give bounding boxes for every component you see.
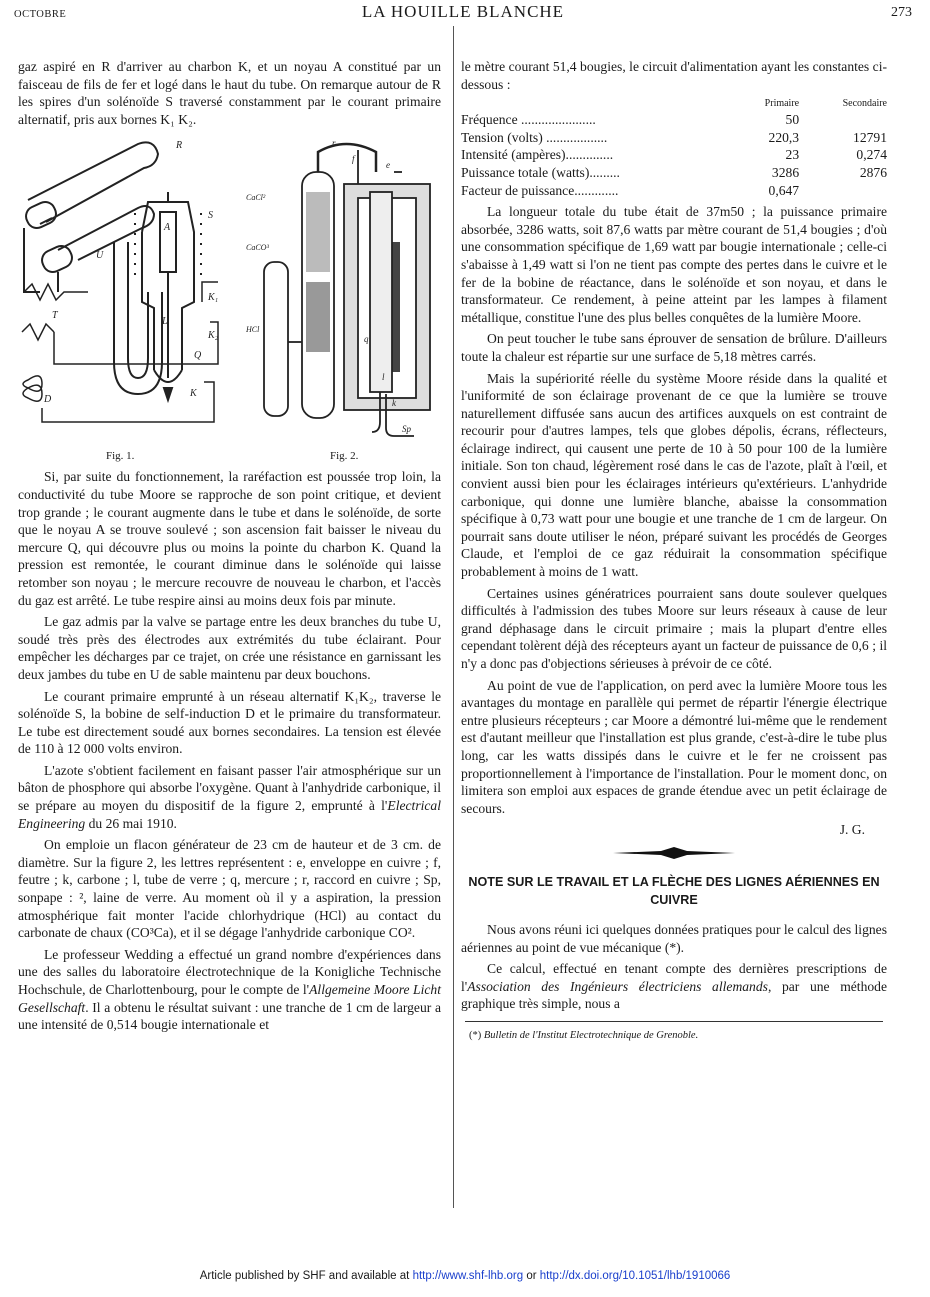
paragraph: Nous avons réuni ici quelques données pratiques pour le calcul des lignes aériennes au point de vue mécanique (*). [461,921,887,955]
association-name: Association des Ingénieurs électriciens allemands [467,978,768,994]
row-primary: 0,647 [768,182,800,198]
circuit-constants-table [461,97,887,199]
ornament-rule-icon [609,843,739,863]
paragraph [461,960,887,1013]
paragraph: On emploie un flacon générateur de 23 cm de hauteur et de 3 cm. de diamètre. Sur la figure 2, les lettres représentent : e, enveloppe en cuivre ; f, feutre ; k, carbone ; l, tube de verre ; q, mercure ; r, raccord en cuivre ; Sp, sonpape : ², laine de verre. Au moment où il y a aspiration, la pression atmosphérique fait monter l'acide chlorhydrique (HCl) au contact du carbonate de chaux (CO³Ca), et il se dégage l'anhydride carbonique CO². [18,837,441,941]
fig1-label-A: A [164,222,171,234]
figure-1-caption: Fig. 1. [106,450,135,463]
figure-1-diagram [18,132,230,444]
row-secondary [799,111,887,129]
fig2-label-f: f [352,154,355,165]
fig2-label-r: r [332,138,336,149]
page-number: 273 [891,5,912,20]
fig1-label-K: K [190,388,197,400]
fig1-label-K1: K₁ [208,292,219,304]
row-primary: 220,3 [768,129,800,145]
shf-link[interactable]: http://www.shf-lhb.org [412,1270,524,1282]
row-label: Fréquence ...................... [461,112,596,128]
table-row [461,146,887,164]
table-header-label [461,97,731,111]
fig1-label-L: L [162,316,168,328]
fig1-label-S: S [208,210,213,222]
journal-name: Electrical Engineering [18,798,441,831]
text-run: Ce calcul, effectué en tenant compte des dernières prescriptions de l' [461,961,887,994]
text-run: . Il a obtenu le résultat suivant : une tranche de 1 cm de largeur a une intensité de 0,514 bougie internationale et [18,999,441,1033]
table-row [461,129,887,147]
text-run: , par une méthode graphique très simple, nous a [461,978,888,1012]
paragraph [18,762,441,832]
row-secondary: 2876 [859,164,887,180]
paragraph: La longueur totale du tube était de 37m50 ; la puissance primaire absorbée, 3286 watts, soit 87,6 watts par mètre courant de 51,4 bougies ; d'où une consommation spécifique de 1,69 watt par bougie internationale ; celle-ci s'abaisse à 1,49 watt si l'on ne tient pas compte des pertes dans le cuivre et le fer de la bobine de réactance, dans le solénoïde et son noyau, et dans le transformateur. Ce rendement, à peine atteint par les lampes à filament métallique, constitue l'une des plus belles conquêtes de la lumière Moore. [461,204,887,325]
row-label: Facteur de puissance............. [461,182,619,198]
fig1-label-Q: Q [194,350,202,362]
header-month: OCTOBRE [14,9,67,20]
table-header-primary: Primaire [764,98,800,110]
column-divider [453,26,454,1208]
table-header-secondary: Secondaire [842,98,887,110]
right-column [461,58,887,1045]
row-secondary: 0,274 [856,147,887,163]
table-row [461,182,887,200]
row-label: Tension (volts) .................. [461,129,608,145]
row-secondary: 12791 [853,129,887,145]
fig1-label-U: U [96,250,104,262]
figure-2-diagram [246,132,441,444]
paragraph: Si, par suite du fonctionnement, la raréfaction est poussée trop loin, la conductivité du tube Moore se rapproche de son point critique, et devient trop grande ; le courant augmente dans le tube et dans le solénoïde, de sorte que le noyau A se trouve soulevé ; son ascension fait baisser le niveau du mercure Q, qui découvre plus ou moins la pointe du charbon K. Quand la pression est remontée, le courant diminue dans le solénoïde qui laisse retomber son noyau ; le mercure recouvre de nouveau le charbon, et l'accès du gaz est arrêté. Le tube respire ainsi au moins deux fois par minute. [18,469,441,608]
company-name: Allgemeine Moore Licht Gesellschaft [18,982,441,1015]
page-footer [0,1270,930,1282]
footnote-text: Bulletin de l'Institut Electrotechnique de Grenoble. [483,1029,699,1041]
footnote [461,1027,887,1045]
fig2-label-k: k [392,398,396,409]
section-title: NOTE SUR LE TRAVAIL ET LA FLÈCHE DES LIGNES AÉRIENNES EN CUIVRE [468,874,880,907]
table-header-row [461,97,887,111]
fig1-label-K2: K₂ [208,330,219,342]
fig2-label-l: l [382,372,385,383]
row-label: Puissance totale (watts)......... [461,164,620,180]
paragraph [18,946,441,1034]
doi-link[interactable]: http://dx.doi.org/10.1051/lhb/1910066 [539,1270,731,1282]
footnote-mark: (*) [469,1029,482,1041]
fig1-label-T: T [52,310,58,322]
paragraph: le mètre courant 51,4 bougies, le circuit d'alimentation ayant les constantes ci-dessous : [461,59,887,92]
footnote-divider [465,1021,883,1022]
section-ornament [461,843,887,865]
row-label: Intensité (ampères).............. [461,147,614,163]
paragraph: Le courant primaire emprunté à un réseau alternatif K₁K₂, traverse le solénoïde S, la bobine de self-induction D et le primaire du transformateur. Le tube est directement soudé aux bornes secondaires. La tension est élevée de 110 à 12 000 volts environ. [18,688,441,757]
text-run: du 26 mai 1910. [85,815,177,831]
fig2-label-caco3: CaCO³ [246,243,269,253]
fig2-label-e: e [386,160,390,171]
row-primary: 23 [785,147,800,163]
fig2-label-cacl2: CaCl² [246,193,266,203]
footer-text: or [523,1270,540,1282]
table-row [461,164,887,182]
figures [18,132,441,462]
left-column [18,58,441,1038]
fig2-label-hcl: HCl [246,325,260,335]
figure-2-caption: Fig. 2. [330,450,359,463]
table-row [461,111,887,129]
footer-text: Article published by SHF and available at [199,1270,413,1282]
text-run: L'azote s'obtient facilement en faisant passer l'air atmosphérique sur un bâton de phosphore qui absorbe l'oxygène. Quant à l'anhydride carbonique, il se prépare au moyen du dispositif de la figure 2, emprunté à l' [18,762,441,814]
paragraph: Au point de vue de l'application, on perd avec la lumière Moore tous les avantages du montage en parallèle qui permet de répartir l'énergie électrique entre plusieurs récepteurs ; car Moore a démontré lui-même que le rendement est d'autant meilleur que l'installation est plus grande, c'est-à-dire le tube plus long, car les watts dissipés dans le cuivre et le fer ne croissent pas proportionnellement à l'importance de l'installation. Pour le moment donc, on limitera son emploi aux espaces de grande étendue avec un petit éclairage de secours. [461,677,887,816]
fig1-label-D: D [44,394,52,406]
author-signature: J. G. [839,822,865,838]
text-run: Le professeur Wedding a effectué un grand nombre d'expériences dans une des salles du laboratoire électrotechnique de la Konigliche Technische Hochschule, de Charlottenbourg, pour le compte de l' [18,946,441,997]
paragraph: Certaines usines génératrices pourraient sans doute soulever quelques difficultés à l'admission des tubes Moore sur leurs réseaux à cause de leur grand déphasage dans le circuit primaire ; mais la plupart d'entre elles cependant tolèrent déjà des récepteurs ayant un facteur de puissance de 0,6 ; il n'y a donc pas d'objections sérieuses à prévoir de ce côté. [461,585,887,671]
fig2-label-sp: Sp [402,424,411,435]
paragraph: On peut toucher le tube sans éprouver de sensation de brûlure. D'ailleurs toute la chaleur est répartie sur une surface de 5,18 mètres carrés. [461,331,887,364]
row-primary: 50 [785,112,800,128]
page-header [14,2,912,26]
row-secondary [799,182,887,200]
paragraph: gaz aspiré en R d'arriver au charbon K, et un noyau A constitué par un faisceau de fils de fer et logé dans le haut du tube. On remarque autour de R les spires d'un solénoïde S traversé constamment par le courant primaire alternatif, pris aux bornes K₁ K₂. [18,59,441,127]
fig2-label-q: q [364,334,369,345]
paragraph: Mais la supériorité réelle du système Moore réside dans la qualité et l'uniformité de son éclairage provenant de ce que la lumière se trouve naturellement diffusée sans aucun des artifices auxquels on est contraint de recourir pour d'autres lampes, tels que globes dépolis, écrans, réflecteurs, éclairage indirect, qui causent une perte de 10 à 50 pour 100 de la lumière initiale. Son ton chaud, légèrement rosé dans le cas de l'azote, plaît à l'œil, et convient aussi bien pour les éclairages intérieurs qu'extérieurs. L'anhydride carbonique, qui donne une lumière blanche, abaisse la consommation spécifique à 0,73 watt pour une bougie et une tranche de 1 cm de largeur. On pourrait sans doute utiliser le néon, préparé suivant les procédés de Georges Claude, et l'emploi de ce gaz réduirait la consommation spécifique probablement à moins de 1 watt. [461,370,887,580]
paragraph: Le gaz admis par la valve se partage entre les deux branches du tube U, soudé très près des électrodes aux extrémités du tube éclairant. Pour empêcher les décharges par ce trajet, on crée une résistance en garnissant les deux jambes du tube en U de sable maintenu par deux bouchons. [18,614,441,682]
row-primary: 3286 [771,164,800,180]
journal-title: LA HOUILLE BLANCHE [361,2,565,21]
fig1-label-R: R [176,140,183,152]
